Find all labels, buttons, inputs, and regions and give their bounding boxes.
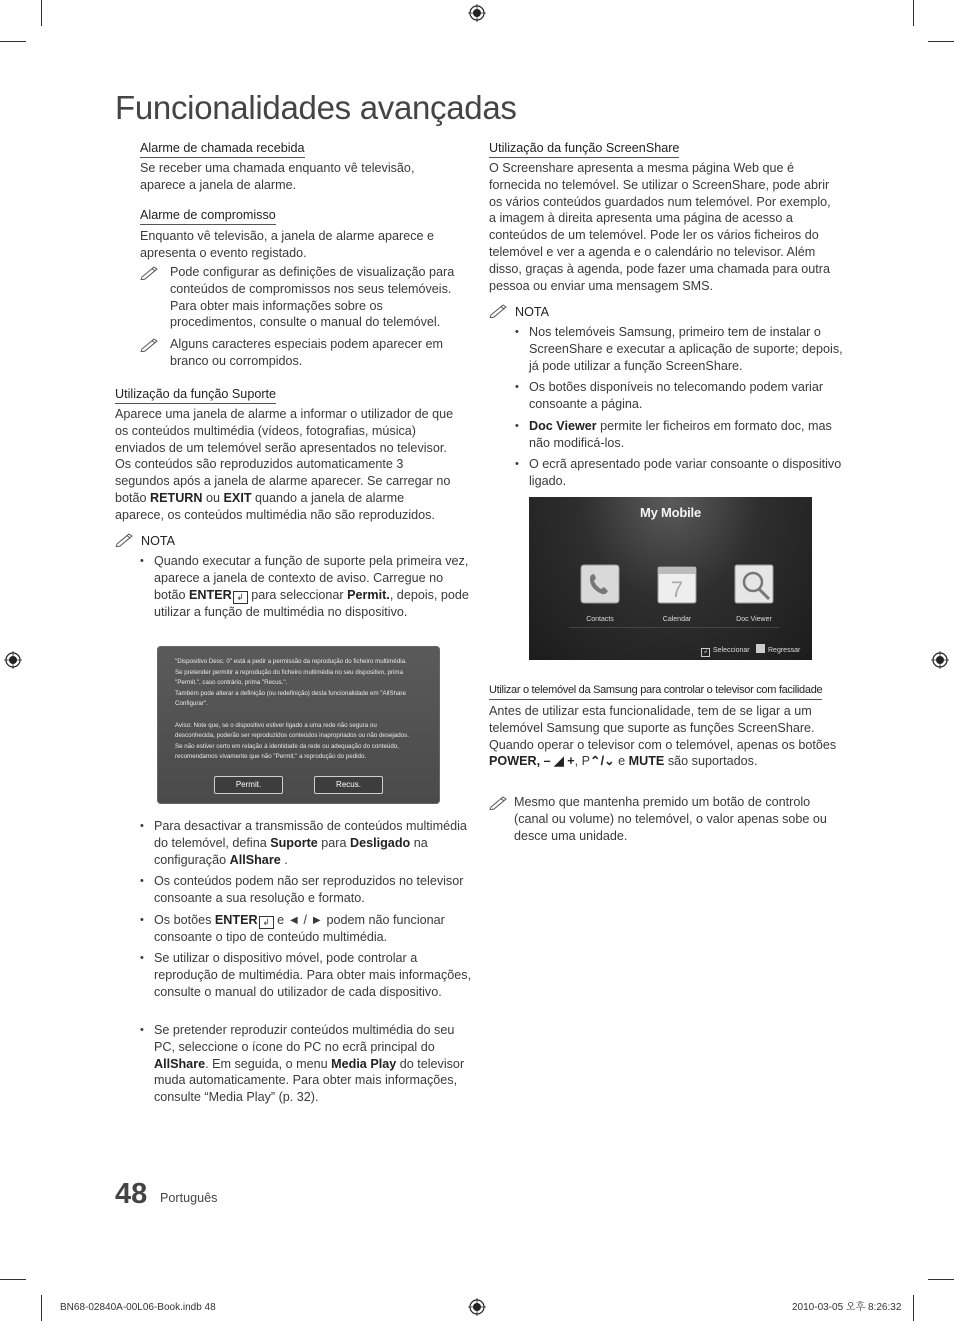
heading-screenshare: Utilização da função ScreenShare bbox=[489, 140, 679, 158]
text: para bbox=[317, 835, 351, 850]
registration-mark-icon bbox=[468, 1298, 486, 1316]
text: , depois, pode utilizar a função de multimédia no dispositivo. bbox=[154, 587, 469, 619]
footer-date: 2010-03-05 오후 8:26:32 bbox=[792, 1302, 902, 1313]
heading-control: Utilizar o telemóvel da Samsung para controlar o televisor com facilidade bbox=[489, 682, 822, 700]
text: para seleccionar bbox=[247, 587, 348, 602]
bullet-icon: • bbox=[515, 458, 519, 470]
alarm-appointment-text: Enquanto vê televisão, a janela de alarme aparece e apresenta o evento registado. bbox=[140, 229, 435, 260]
contacts-label: Contacts bbox=[586, 616, 614, 623]
footer-file: BN68-02840A-00L06-Book.indb 48 bbox=[60, 1302, 216, 1313]
bullet-icon: • bbox=[515, 381, 519, 393]
enter-icon: ↲ bbox=[259, 916, 274, 929]
crop-mark bbox=[0, 1279, 26, 1280]
enter-key-label: ENTER bbox=[189, 587, 232, 602]
contacts-icon[interactable] bbox=[580, 564, 620, 604]
list-item bbox=[140, 950, 478, 1000]
text: O ecrã apresentado pode variar consoante o dispositivo ligado. bbox=[529, 457, 842, 488]
page-language: Português bbox=[160, 1191, 218, 1205]
shelf-reflection bbox=[569, 627, 779, 628]
heading-alarm-appointment: Alarme de compromisso bbox=[140, 207, 276, 225]
pencil-note-icon bbox=[140, 336, 162, 352]
calendar-label: Calendar bbox=[662, 616, 692, 623]
nota-heading bbox=[115, 531, 175, 550]
note bbox=[489, 794, 834, 844]
my-mobile-screen bbox=[529, 497, 812, 660]
pencil-note-icon bbox=[115, 531, 137, 547]
doc-viewer-label: Doc Viewer bbox=[736, 616, 772, 623]
nota-label: NOTA bbox=[141, 534, 176, 548]
media-play-label: Media Play bbox=[331, 1056, 397, 1071]
crop-mark bbox=[928, 41, 954, 42]
list-item bbox=[140, 818, 478, 868]
allshare-label: AllShare bbox=[229, 852, 281, 867]
power-key-label: POWER bbox=[489, 754, 537, 769]
note-text: Alguns caracteres especiais podem aparecer em branco ou corrompidos. bbox=[170, 337, 444, 368]
registration-mark-icon bbox=[931, 651, 949, 669]
bullet-icon: • bbox=[515, 326, 519, 338]
permit-button[interactable]: Permit. bbox=[214, 776, 283, 794]
list-item bbox=[515, 379, 853, 413]
text: , P bbox=[574, 754, 591, 769]
calendar-day: 7 bbox=[670, 577, 684, 602]
screenshare-text: O Screenshare apresenta a mesma página Web que é fornecida no telemóvel. Se utilizar o ScreenShare, pode abrir os vários conteúdos guardados num telemóvel. Por exemplo, a imagem à direita apresenta uma página de acesso a conteúdos de um telemóvel. Pode ler os vários ficheiros do telemóvel e ver a agenda e o calendário no televisor. Além disso, graças à agenda, pode fazer uma chamada para outra pessoa ou enviar uma mensagem SMS. bbox=[489, 161, 831, 293]
return-hint-label: Regressar bbox=[768, 647, 801, 654]
doc-viewer-icon[interactable] bbox=[734, 564, 774, 604]
text: Aparece uma janela de alarme a informar o utilizador de que os conteúdos multimédia (vídeos, fotografias, música) enviados de um telemóvel serão apresentados no televisor. Os conteúdos são reproduzidos automaticamente 3 segundos após a janela de alarme aparecer. Se carregar no botão bbox=[115, 407, 454, 505]
page-title: Funcionalidades avançadas bbox=[115, 89, 517, 126]
text: e ◄ / ► podem não funcionar consoante o tipo de conteúdo multimédia. bbox=[154, 913, 445, 944]
select-hint-label: Seleccionar bbox=[713, 647, 750, 654]
pencil-note-icon bbox=[489, 302, 511, 318]
nota-label: NOTA bbox=[515, 305, 550, 319]
list-item bbox=[515, 324, 853, 374]
text: do televisor muda automaticamente. Para obter mais informações, consulte “Media Play” (p. 32). bbox=[154, 1056, 465, 1105]
channel-key-label: ⌃/⌄ bbox=[590, 754, 615, 769]
registration-mark-icon bbox=[4, 651, 22, 669]
note-text: Mesmo que mantenha premido um botão de controlo (canal ou volume) no telemóvel, o valor apenas sobe ou desce uma unidade. bbox=[514, 795, 827, 843]
text: Nos telemóveis Samsung, primeiro tem de instalar o ScreenShare e executar a aplicação de suporte; depois, já pode utilizar a função ScreenShare. bbox=[529, 325, 843, 373]
mute-key-label: MUTE bbox=[628, 754, 665, 769]
refuse-button[interactable]: Recus. bbox=[314, 776, 383, 794]
page-number: 48 bbox=[115, 1178, 148, 1210]
crop-mark bbox=[928, 1279, 954, 1280]
text: Os botões bbox=[154, 913, 215, 927]
return-icon bbox=[756, 644, 765, 653]
crop-mark bbox=[0, 41, 26, 42]
enter-icon: ↲ bbox=[701, 648, 710, 657]
list-item bbox=[140, 873, 478, 907]
return-hint bbox=[756, 643, 800, 660]
text: são suportados. bbox=[664, 754, 758, 769]
list-item bbox=[515, 456, 853, 490]
text: Se utilizar o dispositivo móvel, pode controlar a reprodução de multimédia. Para obter mais informações, consulte o manual do utilizador de cada dispositivo. bbox=[154, 951, 472, 999]
note bbox=[140, 336, 470, 370]
note-text: Pode configurar as definições de visualização para conteúdos de compromissos nos seus telemóveis. Para obter mais informações sobre os procedimentos, consulte o manual do telemóvel. bbox=[170, 265, 455, 330]
text: e bbox=[614, 754, 629, 769]
permit-label: Permit. bbox=[347, 587, 390, 602]
bullet-icon: • bbox=[140, 1024, 144, 1036]
return-key-label: RETURN bbox=[150, 490, 203, 505]
text: permite ler ficheiros em formato doc, mas não modificá-los. bbox=[529, 419, 832, 450]
bullet-icon: • bbox=[140, 952, 144, 964]
registration-mark-icon bbox=[468, 4, 486, 22]
list-item bbox=[515, 418, 853, 452]
allshare-label: AllShare bbox=[154, 1056, 206, 1071]
calendar-icon[interactable] bbox=[657, 564, 697, 604]
off-label: Desligado bbox=[350, 835, 411, 850]
select-hint bbox=[701, 643, 750, 660]
heading-support: Utilização da função Suporte bbox=[115, 386, 276, 404]
text: Quando executar a função de suporte pela primeira vez, aparece a janela de contexto de aviso. Carregue no botão bbox=[154, 554, 469, 602]
text: quando a janela de alarme aparece, os conteúdos multimédia não são reproduzidos. bbox=[115, 490, 435, 522]
permission-dialog bbox=[157, 646, 440, 804]
my-mobile-title: My Mobile bbox=[639, 505, 702, 520]
exit-key-label: EXIT bbox=[223, 490, 252, 505]
bullet-icon: • bbox=[515, 420, 519, 432]
text: . Em seguida, o menu bbox=[205, 1056, 332, 1071]
crop-mark bbox=[913, 1295, 914, 1321]
text: Antes de utilizar esta funcionalidade, tem de se ligar a um telemóvel Samsung que suporte as funções ScreenShare. Quando operar o televisor com o telemóvel, apenas os botões bbox=[489, 704, 837, 752]
volume-key-label: , – ◢ + bbox=[536, 754, 575, 769]
enter-key-label: ENTER bbox=[214, 913, 258, 927]
text: Para desactivar a transmissão de conteúdos multimédia do telemóvel, defina bbox=[154, 819, 467, 850]
bullet-icon: • bbox=[140, 555, 144, 567]
text: Os conteúdos podem não ser reproduzidos no televisor consoante a sua resolução e formato. bbox=[154, 874, 464, 905]
text: ou bbox=[202, 490, 224, 505]
pencil-note-icon bbox=[489, 794, 511, 810]
crop-mark bbox=[913, 0, 914, 26]
doc-viewer-label: Doc Viewer bbox=[529, 419, 597, 433]
text: . bbox=[280, 852, 288, 867]
dialog-message: "Dispositivo Desc. 0" está a pedir a permissão da reprodução do ficheiro multimédia. Se pretender permitir a reprodução do ficheiro multimédia no seu dispositivo, prima "Permit.", caso contrário, prima "Recus.". Também pode alterar a definição (ou redefinição) desta funcionalidade em "AllShare Configurar". Aviso: Note que, se o dispositivo estiver ligado a uma rede não segura ou desconhecida, poderão ser reproduzidos conteúdos inapropriados ou não desejados. Se não estiver certo em relação à identidade da rede ou adequação do conteúdo, recomendamos vivamente que não "Permit." a reprodução do pedido. bbox=[175, 658, 409, 761]
list-item bbox=[140, 1022, 478, 1106]
control-text bbox=[489, 703, 839, 770]
support-text bbox=[115, 406, 455, 524]
pencil-note-icon bbox=[140, 264, 162, 280]
text: Os botões disponíveis no telecomando podem variar consoante a página. bbox=[529, 380, 824, 411]
list-item bbox=[140, 912, 478, 946]
bullet-icon: • bbox=[140, 914, 144, 926]
support-label: Suporte bbox=[270, 835, 318, 850]
heading-alarm-call: Alarme de chamada recebida bbox=[140, 140, 305, 158]
enter-icon: ↲ bbox=[233, 591, 248, 604]
nota-heading bbox=[489, 302, 549, 321]
crop-mark bbox=[41, 1295, 42, 1321]
bullet-icon: • bbox=[140, 820, 144, 832]
crop-mark bbox=[41, 0, 42, 26]
bullet-icon: • bbox=[140, 875, 144, 887]
text: na configuração bbox=[154, 835, 428, 867]
list-item bbox=[140, 553, 478, 620]
text: Se pretender reproduzir conteúdos multimédia do seu PC, seleccione o ícone do PC no ecrã principal do bbox=[154, 1023, 455, 1054]
alarm-call-text: Se receber uma chamada enquanto vê televisão, aparece a janela de alarme. bbox=[140, 161, 415, 192]
note bbox=[140, 264, 470, 331]
